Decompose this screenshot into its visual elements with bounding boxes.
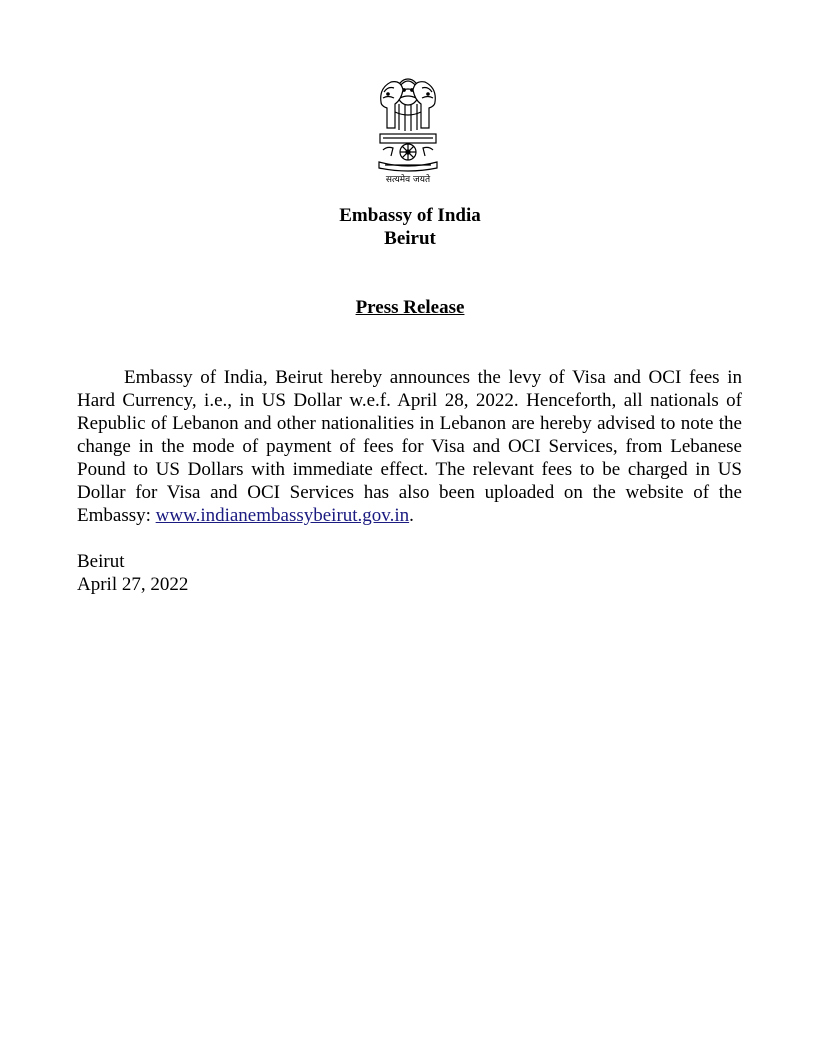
organization-city: Beirut [384,228,436,249]
letterhead [0,204,816,250]
signoff [77,550,188,596]
lion-capital-emblem-icon [375,72,441,172]
embassy-website-link[interactable]: www.indianembassybeirut.gov.in [155,505,410,526]
press-release-body [77,366,742,527]
organization-name: Embassy of India [339,205,481,226]
body-text-end: . [409,505,414,526]
emblem [368,72,448,186]
document-title: Press Release [355,297,465,318]
signoff-place: Beirut [77,551,125,572]
emblem-motto: सत्यमेव जयते [385,175,431,185]
body-text-main: Embassy of India, Beirut hereby announces the levy of Visa and OCI fees in Hard Currency, i.e., in US Dollar w.e.f. April 28, 2022. Henceforth, all nationals of Republic of Lebanon and other nationalities in Lebanon are hereby advised to note the change in the mode of payment of fees for Visa and OCI Services, from Lebanese Pound to US Dollars with immediate effect. The relevant fees to be charged in US Dollar for Visa and OCI Services has also been uploaded on the website of the Embassy: [77,367,742,526]
signoff-date: April 27, 2022 [77,574,189,595]
